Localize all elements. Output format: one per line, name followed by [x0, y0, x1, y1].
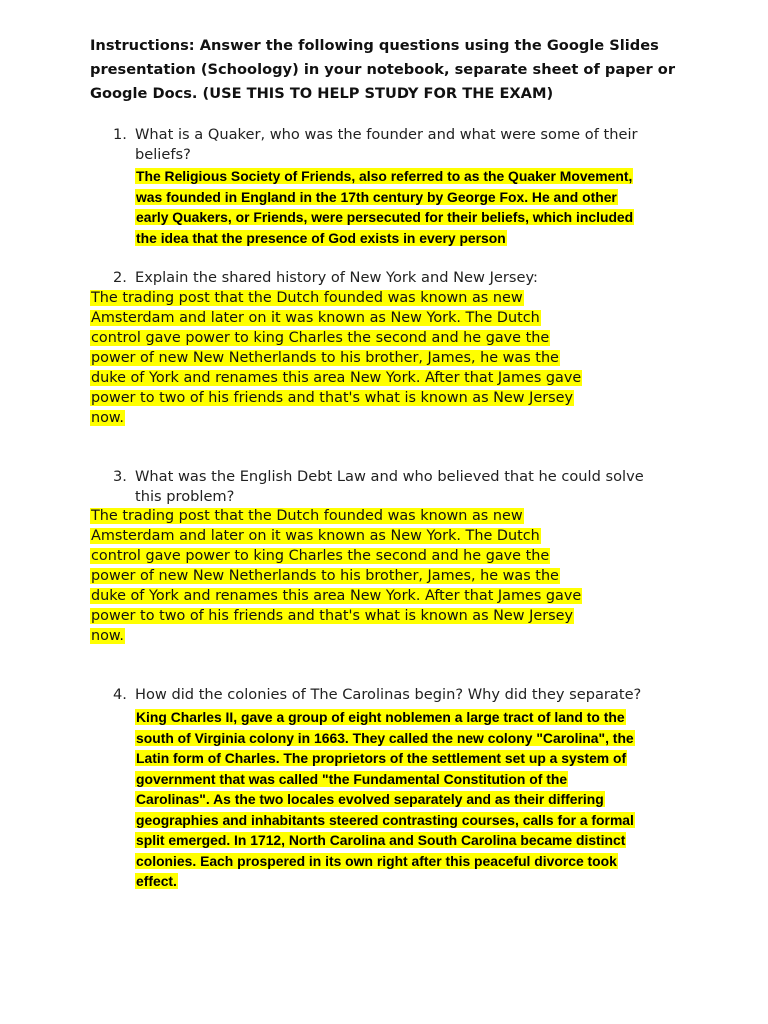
question-text — [135, 685, 695, 705]
question-number: 2. — [113, 269, 127, 286]
instructions-paragraph — [90, 34, 690, 106]
answer-line: The trading post that the Dutch founded was known as new — [91, 290, 523, 306]
answer-4 — [135, 707, 635, 892]
answer-line: Carolinas". As the two locales evolved separately and as their differing — [136, 791, 604, 807]
answer-line: effect. — [136, 873, 177, 889]
answer-line: control gave power to king Charles the second and he gave the — [91, 330, 550, 346]
answer-3 — [90, 506, 582, 646]
instructions-line: presentation (Schoology) in your notebook, separate sheet of paper or — [90, 61, 676, 78]
answer-line: The trading post that the Dutch founded was known as new — [91, 508, 523, 524]
question-number: 1. — [113, 126, 127, 143]
answer-line: power of new New Netherlands to his brother, James, he was the — [91, 350, 559, 366]
question-line: Explain the shared history of New York and New Jersey: — [135, 269, 538, 286]
instructions-line: Google Docs. (USE THIS TO HELP STUDY FOR THE EXAM) — [90, 85, 554, 102]
answer-line: control gave power to king Charles the second and he gave the — [91, 548, 550, 564]
question-text — [135, 268, 695, 288]
answer-line: split emerged. In 1712, North Carolina and South Carolina became distinct — [136, 832, 626, 848]
answer-line: the idea that the presence of God exists in every person — [136, 229, 506, 246]
question-text — [135, 125, 695, 165]
answer-line: Amsterdam and later on it was known as New York. The Dutch — [91, 528, 540, 544]
answer-line: power to two of his friends and that's what is known as New Jersey — [91, 608, 574, 624]
answer-line: government that was called "the Fundamental Constitution of the — [136, 770, 568, 787]
answer-line: power to two of his friends and that's what is known as New Jersey — [91, 390, 574, 406]
answer-line: power of new New Netherlands to his brother, James, he was the — [91, 568, 559, 584]
question-line: What was the English Debt Law and who believed that he could solve — [135, 468, 644, 485]
answer-line: duke of York and renames this area New York. After that James gave — [91, 370, 582, 386]
answer-2 — [90, 288, 582, 428]
answer-line: Latin form of Charles. The proprietors of the settlement set up a system of — [136, 750, 627, 766]
answer-line: duke of York and renames this area New York. After that James gave — [91, 588, 582, 604]
answer-line: south of Virginia colony in 1663. They called the new colony "Carolina", the — [136, 729, 634, 746]
answer-line: was founded in England in the 17th century by George Fox. He and other — [136, 188, 617, 205]
question-line: How did the colonies of The Carolinas begin? Why did they separate? — [135, 686, 642, 703]
answer-line: now. — [91, 628, 124, 644]
question-text — [135, 467, 695, 507]
answer-line: geographies and inhabitants steered contrasting courses, calls for a formal — [136, 811, 634, 828]
answer-line: King Charles II, gave a group of eight noblemen a large tract of land to the — [136, 709, 625, 725]
answer-line: early Quakers, or Friends, were persecuted for their beliefs, which included — [136, 209, 634, 225]
question-line: this problem? — [135, 488, 235, 505]
answer-line: now. — [91, 410, 124, 426]
question-line: beliefs? — [135, 146, 191, 163]
question-number: 3. — [113, 468, 127, 485]
answer-line: Amsterdam and later on it was known as New York. The Dutch — [91, 310, 540, 326]
answer-line: colonies. Each prospered in its own right after this peaceful divorce took — [136, 852, 617, 869]
question-line: What is a Quaker, who was the founder and what were some of their — [135, 126, 638, 143]
question-number: 4. — [113, 686, 127, 703]
answer-1 — [135, 166, 634, 248]
answer-line: The Religious Society of Friends, also referred to as the Quaker Movement, — [136, 168, 633, 184]
instructions-line: Instructions: Answer the following questions using the Google Slides — [90, 37, 659, 54]
